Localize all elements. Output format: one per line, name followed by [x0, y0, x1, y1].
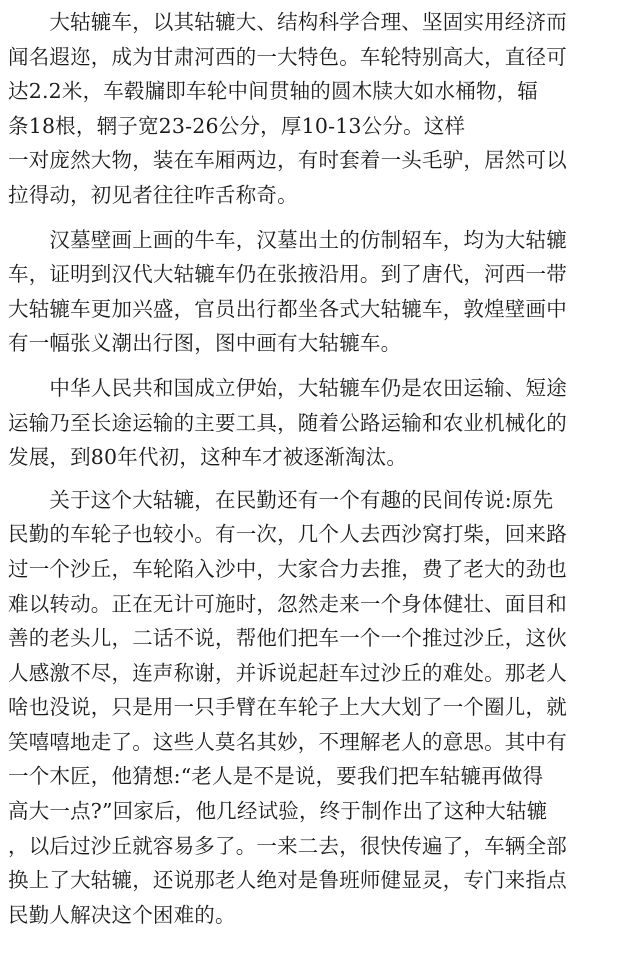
text-line: 闻名遐迩，成为甘肃河西的一大特色。车轮特别高大，直径可: [8, 44, 567, 69]
text-line: 一个木匠，他猜想:“老人是不是说，要我们把车轱辘再做得: [8, 764, 544, 789]
text-line: 啥也没说，只是用一只手臂在车轮子上大大划了一个圈儿，就: [8, 695, 567, 720]
paragraph-4: [8, 483, 632, 933]
text-line: 有一幅张义潮出行图，图中画有大轱辘车。: [8, 331, 402, 356]
text-line: 民勤人解决这个困难的。: [8, 902, 236, 927]
text-line: 中华人民共和国成立伊始，大轱辘车仍是农田运输、短途: [8, 375, 567, 400]
text-line: 运输乃至长途运输的主要工具，随着公路运输和农业机械化的: [8, 410, 567, 435]
text-line: 高大一点?”回家后，他几经试验，终于制作出了这种大轱辘: [8, 799, 548, 824]
paragraph-3: [8, 371, 632, 475]
text-line: 拉得动，初见者往往咋舌称奇。: [8, 182, 298, 207]
text-line: 笑嘻嘻地走了。这些人莫名其妙，不理解老人的意思。其中有: [8, 729, 567, 754]
text-line: 汉墓壁画上画的牛车，汉墓出土的仿制轺车，均为大轱辘: [8, 227, 567, 252]
text-line: 换上了大轱辘，还说那老人绝对是鲁班师健显灵，专门来指点: [8, 868, 567, 893]
text-line: 关于这个大轱辘，在民勤还有一个有趣的民间传说:原先: [8, 487, 554, 512]
text-line: 难以转动。正在无计可施时，忽然走来一个身体健壮、面目和: [8, 591, 567, 616]
text-line: 大轱辘车更加兴盛，官员出行都坐各式大轱辘车，敦煌壁画中: [8, 296, 567, 321]
paragraph-spacer: [8, 475, 632, 483]
paragraph-2: [8, 223, 632, 361]
text-line: 车，证明到汉代大轱辘车仍在张掖沿用。到了唐代，河西一带: [8, 262, 567, 287]
paragraph-spacer: [8, 213, 632, 223]
paragraph-1: [8, 5, 632, 213]
paragraph-spacer: [8, 361, 632, 371]
text-line: 达2.2米，车毂牖即车轮中间贯轴的圆木牍大如水桶物，辐: [8, 79, 539, 104]
text-line: ，以后过沙丘就容易多了。一来二去，很快传遍了，车辆全部: [8, 833, 567, 858]
text-line: 善的老头儿，二话不说，帮他们把车一个一个推过沙丘，这伙: [8, 626, 567, 651]
text-line: 发展，到80年代初，这种车才被逐渐淘汰。: [8, 445, 408, 470]
text-line: 条18根，辋子宽23-26公分，厚10-13公分。这样: [8, 113, 466, 138]
text-line: 一对庞然大物，装在车厢两边，有时套着一头毛驴，居然可以: [8, 148, 567, 173]
text-line: 过一个沙丘，车轮陷入沙中，大家合力去推，费了老大的劲也: [8, 556, 567, 581]
text-line: 大轱辘车，以其轱辘大、结构科学合理、坚固实用经济而: [8, 10, 567, 34]
text-line: 人感激不尽，连声称谢，并诉说起赶车过沙丘的难处。那老人: [8, 660, 567, 685]
text-line: 民勤的车轮子也较小。有一次，几个人去西沙窝打柴，回来路: [8, 522, 567, 547]
